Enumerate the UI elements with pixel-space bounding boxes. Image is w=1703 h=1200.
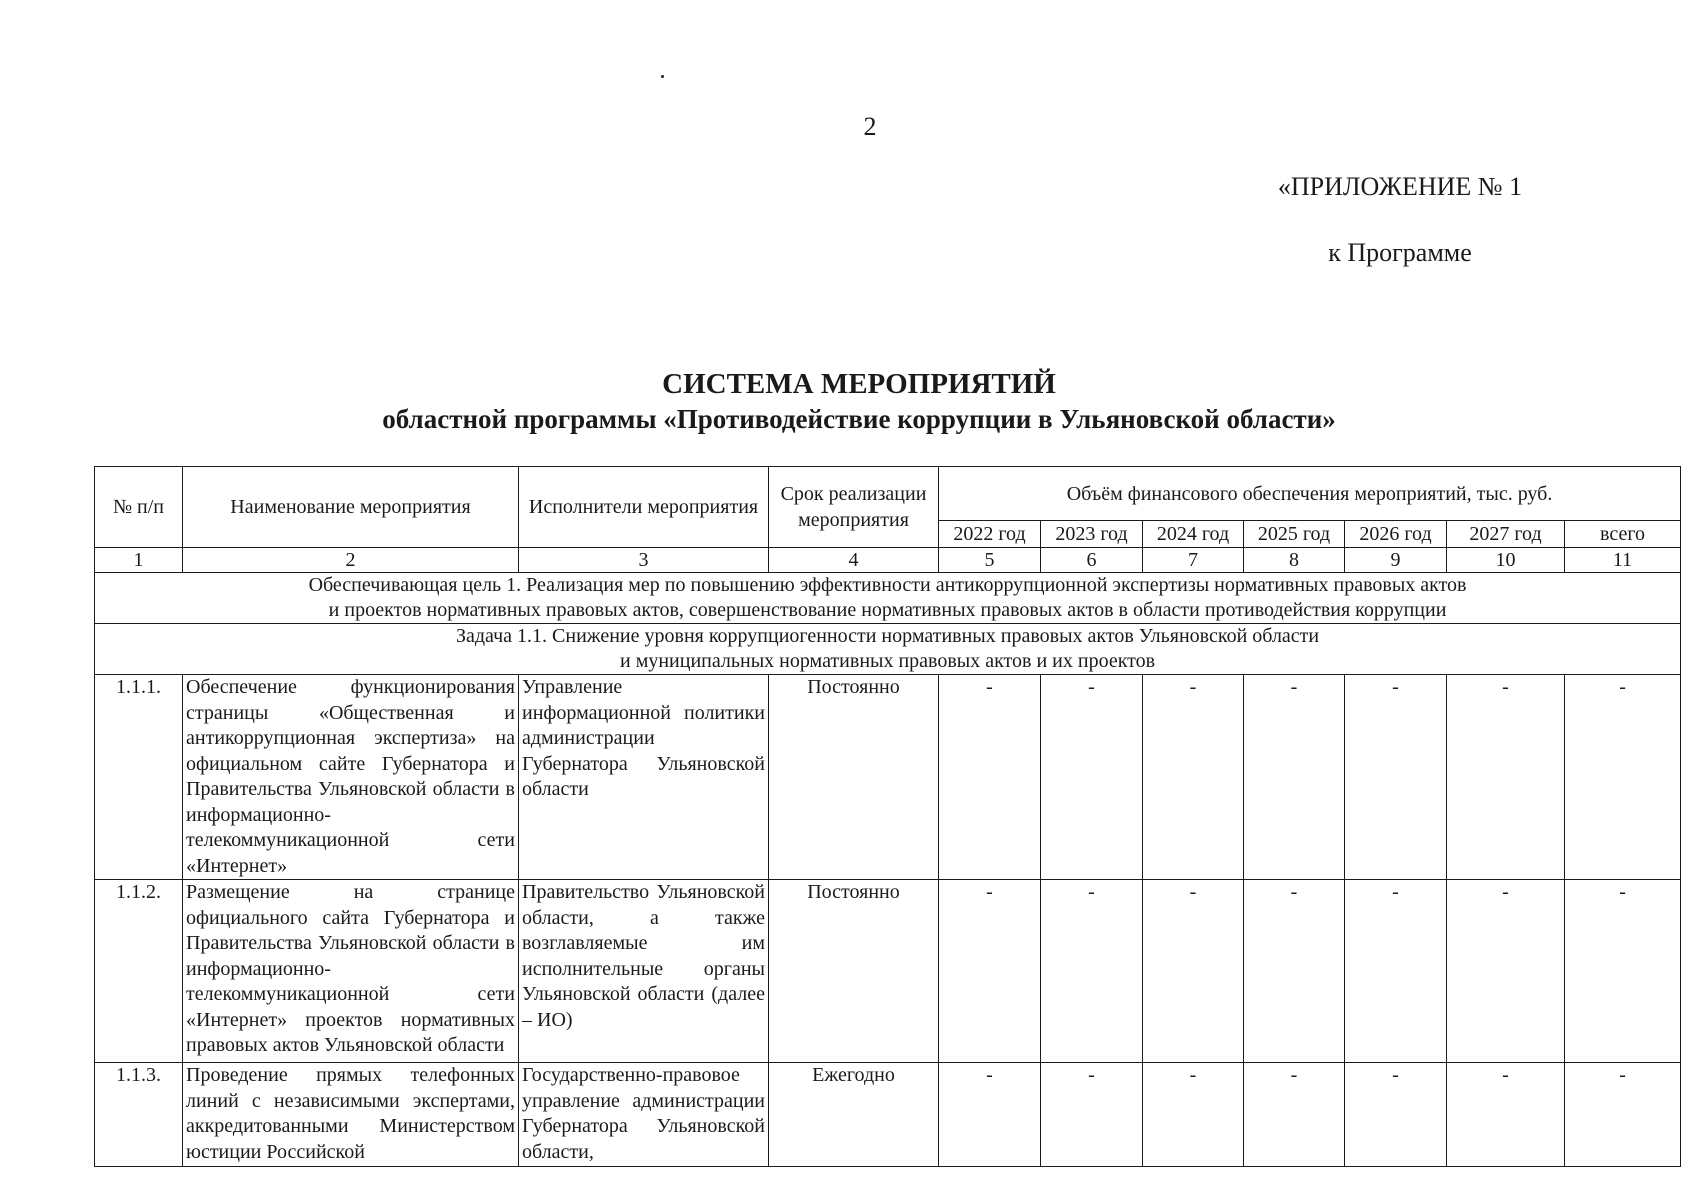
goal-line-1: Обеспечивающая цель 1. Реализация мер по повышению эффективности антикоррупционной экспертизы нормативных правовых актов [308,574,1467,596]
row-name: Размещение на странице официального сайта Губернатора и Правительства Ульяновской области в информационно-телекоммуникационной сети «Интернет» проектов нормативных правовых актов Ульяновской области [183,880,519,1063]
row-value: - [1565,675,1681,880]
row-term: Ежегодно [769,1063,939,1167]
header-num: № п/п [95,467,183,548]
row-num: 1.1.2. [95,880,183,1063]
column-number: 3 [519,548,769,573]
row-term: Постоянно [769,880,939,1063]
column-number: 5 [939,548,1041,573]
row-value: - [1143,1063,1244,1167]
column-number: 7 [1143,548,1244,573]
row-value: - [1041,675,1143,880]
row-value: - [1345,675,1447,880]
row-value: - [1143,880,1244,1063]
appendix-title: «ПРИЛОЖЕНИЕ № 1 [1277,172,1523,201]
row-num: 1.1.3. [95,1063,183,1167]
column-number: 2 [183,548,519,573]
document-title: СИСТЕМА МЕРОПРИЯТИЙ [662,368,1056,400]
column-numbers-row [95,548,1681,573]
table-row [95,675,1681,880]
column-number: 8 [1244,548,1345,573]
column-number: 1 [95,548,183,573]
document-subtitle: областной программы «Противодействие коррупции в Ульяновской области» [382,404,1336,434]
row-value: - [939,1063,1041,1167]
row-value: - [1244,675,1345,880]
column-number: 6 [1041,548,1143,573]
column-number: 4 [769,548,939,573]
row-value: - [1447,1063,1565,1167]
row-value: - [939,880,1041,1063]
row-value: - [1143,675,1244,880]
row-value: - [1565,1063,1681,1167]
row-term: Постоянно [769,675,939,880]
row-name: Проведение прямых телефонных линий с независимыми экспертами, аккредитованными Министерством юстиции Российской [183,1063,519,1167]
row-executors: Правительство Ульяновской области, а также возглавляемые им исполнительные органы Ульяновской области (далее – ИО) [519,880,769,1063]
header-name: Наименование мероприятия [183,467,519,548]
activities-table [94,466,1681,1167]
goal-cell [95,573,1681,624]
task-line-2: и муниципальных нормативных правовых актов и их проектов [619,650,1156,672]
row-executors: Управление информационной политики администрации Губернатора Ульяновской области [519,675,769,880]
header-row [95,467,1681,521]
row-value: - [1244,1063,1345,1167]
row-num: 1.1.1. [95,675,183,880]
column-number: 10 [1447,548,1565,573]
table-row [95,1063,1681,1167]
row-value: - [1244,880,1345,1063]
column-number: 11 [1565,548,1681,573]
row-executors: Государственно-правовое управление администрации Губернатора Ульяновской области, [519,1063,769,1167]
row-value: - [1345,1063,1447,1167]
row-value: - [1041,880,1143,1063]
row-value: - [1565,880,1681,1063]
header-term: Срок реализации мероприятия [769,467,939,548]
row-name: Обеспечение функционирования страницы «Общественная и антикоррупционная экспертиза» на официальном сайте Губернатора и Правительства Ульяновской области в информационно-телекоммуникационной сети «Интернет» [183,675,519,880]
header-year: 2026 год [1345,521,1447,548]
row-value: - [1447,880,1565,1063]
row-value: - [1345,880,1447,1063]
task-row [95,624,1681,675]
task-cell [95,624,1681,675]
row-value: - [939,675,1041,880]
table-row [95,880,1681,1063]
header-year: 2024 год [1143,521,1244,548]
task-line-1: Задача 1.1. Снижение уровня коррупциогенности нормативных правовых актов Ульяновской области [455,625,1320,647]
goal-row [95,573,1681,624]
header-year: 2023 год [1041,521,1143,548]
scan-speck [661,75,664,78]
header-year: 2027 год [1447,521,1565,548]
header-finance: Объём финансового обеспечения мероприятий, тыс. руб. [939,467,1681,521]
page-number: 2 [863,112,877,141]
header-year: 2022 год [939,521,1041,548]
header-year: 2025 год [1244,521,1345,548]
header-total: всего [1565,521,1681,548]
row-value: - [1041,1063,1143,1167]
header-executors: Исполнители мероприятия [519,467,769,548]
column-number: 9 [1345,548,1447,573]
appendix-subtitle: к Программе [1328,238,1472,267]
goal-line-2: и проектов нормативных правовых актов, совершенствование нормативных правовых актов в области противодействия коррупции [328,599,1447,621]
row-value: - [1447,675,1565,880]
